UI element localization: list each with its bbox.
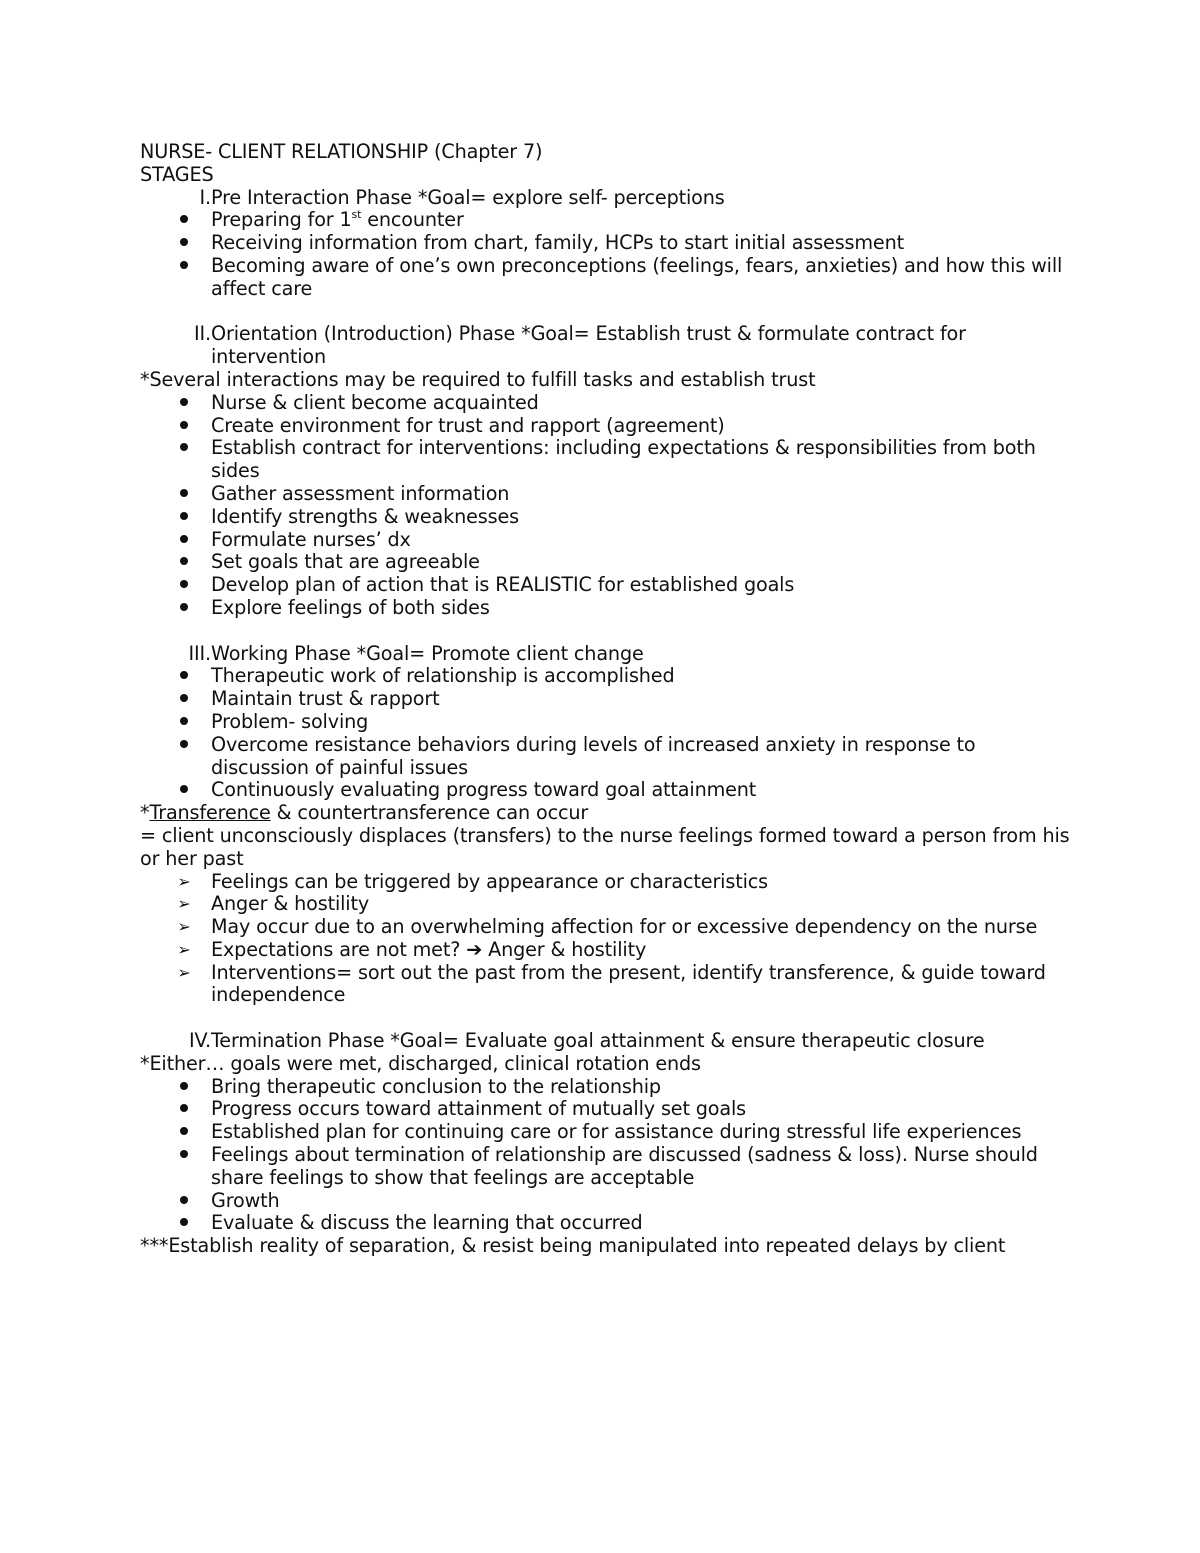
list-item: Gather assessment information — [140, 483, 1070, 506]
list-item: Becoming aware of one’s own preconceptions (feelings, fears, anxieties) and how this will affect care — [140, 255, 1070, 301]
bullet-icon — [174, 483, 194, 506]
final-note: ***Establish reality of separation, & resist being manipulated into repeated delays by client — [140, 1234, 1006, 1258]
bullet-icon — [174, 1076, 194, 1099]
phase-4-note: *Either… goals were met, discharged, clinical rotation ends — [140, 1051, 701, 1075]
phase-1-heading — [140, 187, 1070, 210]
transference-list — [140, 871, 1070, 1008]
phase-3-title: Working Phase *Goal= Promote client change — [211, 641, 644, 665]
arrowhead-bullet-icon: ➢ — [177, 871, 191, 891]
bullet-icon — [174, 711, 194, 734]
transference-note: *Transference & countertransference can occur — [140, 801, 589, 825]
bullet-icon — [174, 734, 194, 757]
spacer — [140, 1007, 1070, 1030]
list-item: Identify strengths & weaknesses — [140, 506, 1070, 529]
list-item: Receiving information from chart, family, HCPs to start initial assessment — [140, 232, 1070, 255]
list-item: Set goals that are agreeable — [140, 551, 1070, 574]
list-item: Problem- solving — [140, 711, 1070, 734]
bullet-icon — [174, 209, 194, 232]
bullet-icon — [174, 255, 194, 278]
list-item: Therapeutic work of relationship is accomplished — [140, 665, 1070, 688]
bullet-icon — [174, 415, 194, 438]
list-item: ➢ May occur due to an overwhelming affection for or excessive dependency on the nurse — [140, 916, 1070, 939]
list-item: ➢ Feelings can be triggered by appearance or characteristics — [140, 871, 1070, 894]
list-item: Explore feelings of both sides — [140, 597, 1070, 620]
bullet-icon — [174, 665, 194, 688]
list-item: Create environment for trust and rapport (agreement) — [140, 415, 1070, 438]
bullet-icon — [174, 1121, 194, 1144]
list-item: Preparing for 1st encounter — [140, 209, 1070, 232]
list-item: Growth — [140, 1190, 1070, 1213]
document-page — [140, 141, 1070, 1258]
bullet-icon — [174, 232, 194, 255]
spacer — [140, 620, 1070, 643]
bullet-icon — [174, 529, 194, 552]
phase-4-title: Termination Phase *Goal= Evaluate goal attainment & ensure therapeutic closure — [211, 1029, 985, 1053]
phase-3-heading — [140, 643, 1070, 666]
list-item: Established plan for continuing care or for assistance during stressful life experiences — [140, 1121, 1070, 1144]
bullet-icon — [174, 597, 194, 620]
list-item: Evaluate & discuss the learning that occurred — [140, 1212, 1070, 1235]
phase-4-heading — [140, 1030, 1070, 1053]
bullet-icon — [174, 779, 194, 802]
phase-4-list — [140, 1076, 1070, 1236]
document-title: NURSE- CLIENT RELATIONSHIP (Chapter 7) — [140, 140, 543, 163]
stages-label: STAGES — [140, 162, 214, 186]
phase-2-title: Orientation (Introduction) Phase *Goal= Establish trust & formulate contract for — [211, 322, 966, 346]
list-item: ➢ Interventions= sort out the past from the present, identify transference, & guide toward independence — [140, 962, 1070, 1008]
phase-4-number: IV. — [189, 1029, 211, 1053]
list-item: Nurse & client become acquainted — [140, 392, 1070, 415]
list-item: Formulate nurses’ dx — [140, 529, 1070, 552]
bullet-icon — [174, 688, 194, 711]
phase-3-number: III. — [188, 641, 211, 665]
phase-2-heading — [140, 323, 1070, 369]
phase-1-number: I. — [199, 185, 211, 209]
arrowhead-bullet-icon: ➢ — [177, 962, 191, 982]
phase-2-list — [140, 392, 1070, 620]
transference-term: Transference — [149, 801, 271, 825]
list-item: ➢ Expectations are not met? ➔ Anger & hostility — [140, 939, 1070, 962]
spacer — [140, 301, 1070, 324]
bullet-icon — [174, 437, 194, 460]
bullet-icon — [174, 574, 194, 597]
bullet-icon — [174, 1190, 194, 1213]
bullet-icon — [174, 551, 194, 574]
list-item: Continuously evaluating progress toward goal attainment — [140, 779, 1070, 802]
bullet-icon — [174, 506, 194, 529]
bullet-icon — [174, 1212, 194, 1235]
list-item: ➢ Anger & hostility — [140, 893, 1070, 916]
arrowhead-bullet-icon: ➢ — [177, 939, 191, 959]
bullet-icon — [174, 1144, 194, 1167]
phase-1-list — [140, 209, 1070, 300]
phase-1-title: Pre Interaction Phase *Goal= explore self- perceptions — [211, 185, 725, 209]
phase-2-title-continued: intervention — [211, 345, 326, 369]
arrowhead-bullet-icon: ➢ — [177, 894, 191, 914]
list-item: Overcome resistance behaviors during levels of increased anxiety in response to discussion of painful issues — [140, 734, 1070, 780]
right-arrow-icon: ➔ — [466, 937, 483, 961]
phase-2-number: II. — [194, 322, 211, 346]
list-item: Feelings about termination of relationship are discussed (sadness & loss). Nurse should share feelings to show that feelings are acceptable — [140, 1144, 1070, 1190]
arrowhead-bullet-icon: ➢ — [177, 917, 191, 937]
transference-definition: = client unconsciously displaces (transfers) to the nurse feelings formed toward a person from his or her past — [140, 823, 1070, 870]
bullet-icon — [174, 392, 194, 415]
bullet-icon — [174, 1098, 194, 1121]
phase-3-list — [140, 665, 1070, 802]
list-item: Develop plan of action that is REALISTIC for established goals — [140, 574, 1070, 597]
phase-2-note: *Several interactions may be required to fulfill tasks and establish trust — [140, 367, 816, 391]
list-item: Maintain trust & rapport — [140, 688, 1070, 711]
list-item: Progress occurs toward attainment of mutually set goals — [140, 1098, 1070, 1121]
list-item: Establish contract for interventions: including expectations & responsibilities from both sides — [140, 437, 1070, 483]
list-item: Bring therapeutic conclusion to the relationship — [140, 1076, 1070, 1099]
